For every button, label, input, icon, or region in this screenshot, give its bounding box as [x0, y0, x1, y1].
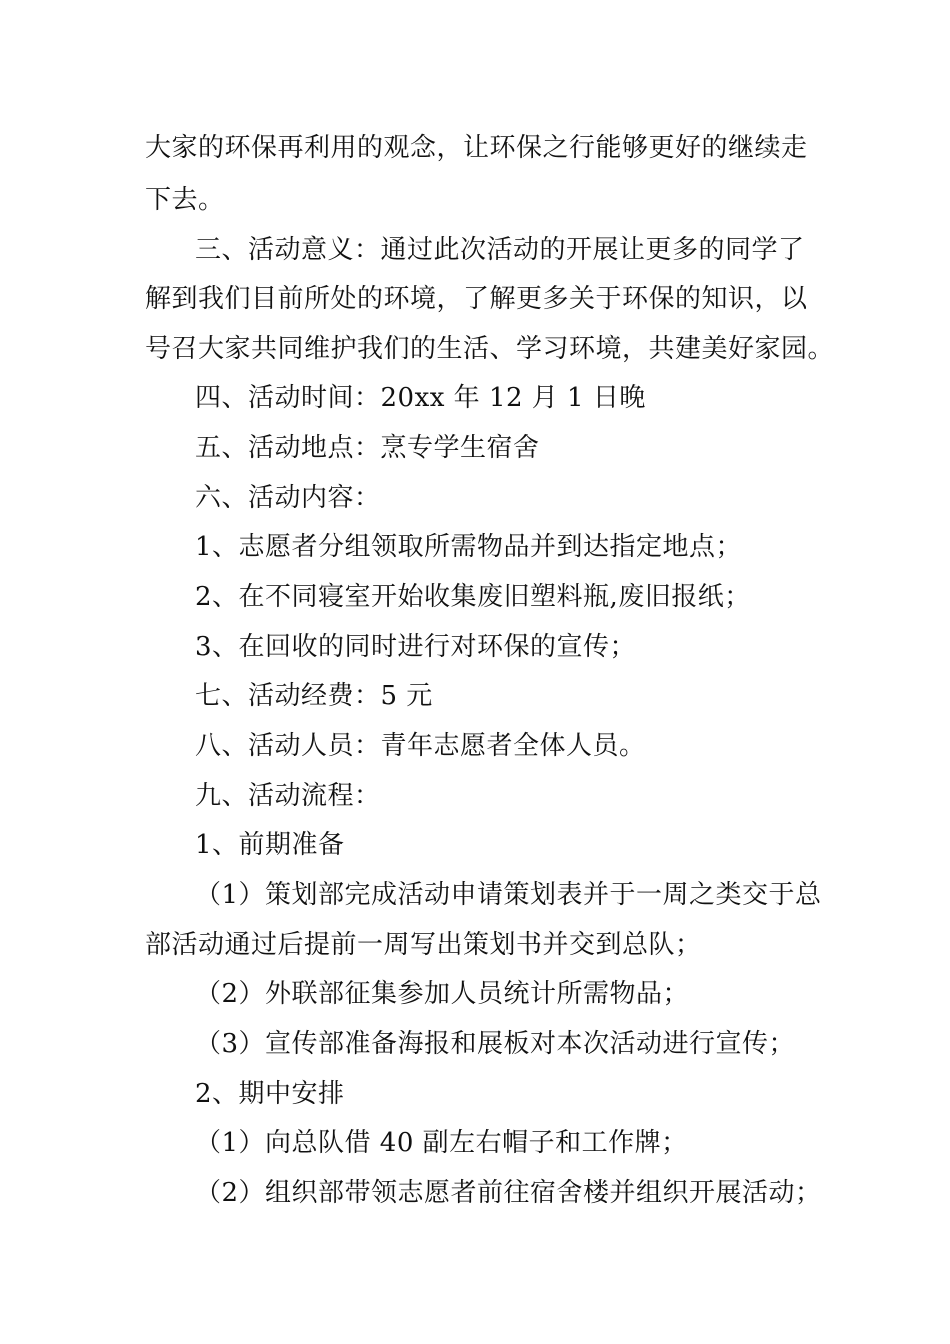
list-item: （2）组织部带领志愿者前往宿舍楼并组织开展活动； [195, 1178, 822, 1208]
list-item: （3）宣传部准备海报和展板对本次活动进行宣传； [195, 1029, 796, 1059]
text-line: 解到我们目前所处的环境，了解更多关于环保的知识，以 [145, 284, 808, 314]
list-item: （2）外联部征集参加人员统计所需物品； [195, 979, 690, 1009]
list-item: 1、志愿者分组领取所需物品并到达指定地点； [195, 532, 743, 562]
subsection-heading-preparation: 1、前期准备 [195, 830, 345, 860]
section-heading-content: 六、活动内容： [195, 483, 381, 513]
text-line: 下去。 [145, 185, 225, 215]
section-heading-process: 九、活动流程： [195, 781, 381, 811]
list-item: 3、在回收的同时进行对环保的宣传； [195, 632, 637, 662]
text-line: 部活动通过后提前一周写出策划书并交到总队； [145, 930, 702, 960]
text-line: 号召大家共同维护我们的生活、学习环境，共建美好家园。 [145, 334, 835, 364]
section-heading-budget: 七、活动经费：5 元 [195, 681, 433, 711]
section-heading-location: 五、活动地点：烹专学生宿舍 [195, 433, 540, 463]
subsection-heading-midterm: 2、期中安排 [195, 1079, 345, 1109]
list-item: （1）策划部完成活动申请策划表并于一周之类交于总 [195, 880, 822, 910]
section-heading-significance: 三、活动意义：通过此次活动的开展让更多的同学了 [195, 235, 805, 265]
list-item: （1）向总队借 40 副左右帽子和工作牌； [195, 1128, 688, 1158]
list-item: 2、在不同寝室开始收集废旧塑料瓶,废旧报纸； [195, 582, 751, 612]
text-line: 大家的环保再利用的观念，让环保之行能够更好的继续走 [145, 133, 808, 163]
section-heading-time: 四、活动时间：20xx 年 12 月 1 日晚 [195, 383, 646, 413]
section-heading-personnel: 八、活动人员：青年志愿者全体人员。 [195, 731, 646, 761]
